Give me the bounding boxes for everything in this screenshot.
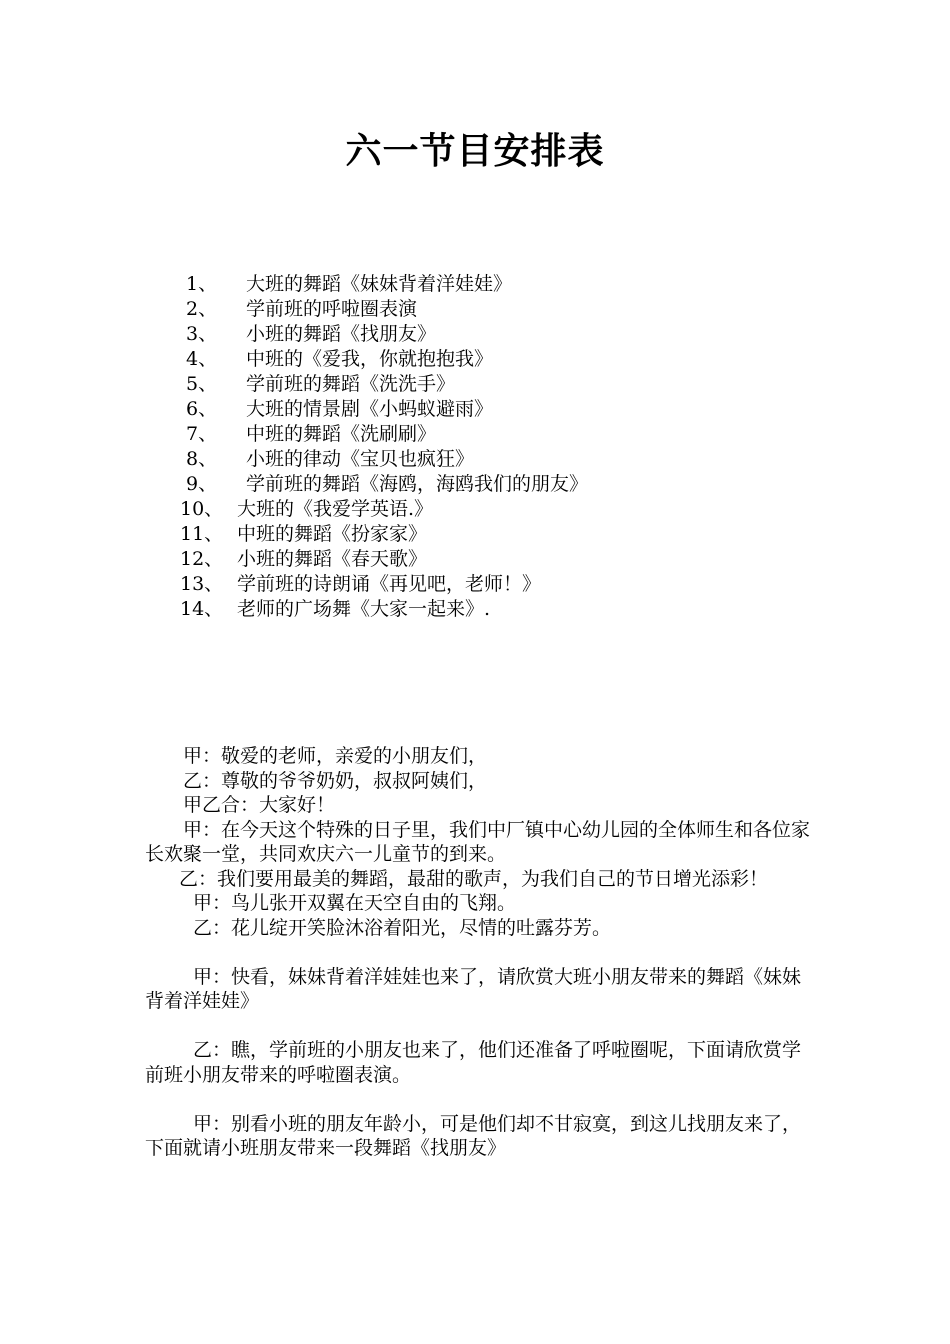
program-item — [0, 272, 950, 297]
program-number: 6、 — [186, 398, 218, 420]
script-line: 甲：在今天这个特殊的日子里，我们中厂镇中心幼儿园的全体师生和各位家长欢聚一堂，共同欢庆六一儿童节的到来。 — [145, 818, 811, 865]
program-item — [0, 372, 950, 397]
program-text: 学前班的呼啦圈表演 — [246, 298, 418, 320]
program-number: 2、 — [186, 298, 218, 320]
script-line: 乙：我们要用最美的舞蹈，最甜的歌声，为我们自己的节日增光添彩！ — [179, 867, 769, 890]
program-item — [0, 597, 950, 622]
program-item — [0, 522, 950, 547]
program-text: 大班的舞蹈《妹妹背着洋娃娃》 — [246, 273, 513, 295]
program-number: 3、 — [186, 323, 218, 345]
program-item — [0, 347, 950, 372]
paragraph-gap — [145, 1087, 810, 1112]
program-item — [0, 322, 950, 347]
program-item — [0, 497, 950, 522]
program-number: 5、 — [186, 373, 218, 395]
program-number: 4、 — [186, 348, 218, 370]
program-text: 小班的舞蹈《春天歌》 — [237, 548, 428, 570]
program-item — [0, 547, 950, 572]
script-line: 甲乙合：大家好！ — [183, 794, 336, 816]
script-line: 甲：鸟儿张开双翼在天空自由的飞翔。 — [193, 892, 517, 914]
program-text: 小班的律动《宝贝也疯狂》 — [246, 448, 475, 470]
paragraph-gap — [145, 940, 810, 965]
script-line: 乙：瞧，学前班的小朋友也来了，他们还准备了呼啦圈呢，下面请欣赏学前班小朋友带来的呼啦圈表演。 — [145, 1039, 802, 1086]
program-text: 学前班的舞蹈《海鸥，海鸥我们的朋友》 — [246, 473, 589, 495]
program-item — [0, 422, 950, 447]
program-text: 中班的舞蹈《洗刷刷》 — [246, 423, 437, 445]
program-number: 13、 — [180, 573, 224, 595]
program-item — [0, 397, 950, 422]
program-item — [0, 472, 950, 497]
program-number: 9、 — [186, 473, 218, 495]
program-number: 11、 — [180, 523, 224, 545]
program-number: 8、 — [186, 448, 218, 470]
script-line: 乙：花儿绽开笑脸沐浴着阳光，尽情的吐露芬芳。 — [193, 916, 612, 939]
program-item — [0, 447, 950, 472]
script-line: 乙：尊敬的爷爷奶奶，叔叔阿姨们， — [183, 769, 488, 792]
program-number: 1、 — [186, 273, 218, 295]
script-line: 甲：敬爱的老师，亲爱的小朋友们， — [183, 745, 488, 767]
document-title: 六一节目安排表 — [345, 130, 605, 172]
program-item — [0, 572, 950, 597]
host-script — [145, 744, 810, 1161]
program-item — [0, 297, 950, 322]
program-text: 学前班的舞蹈《洗洗手》 — [246, 373, 456, 395]
program-number: 7、 — [186, 423, 218, 445]
program-text: 老师的广场舞《大家一起来》. — [237, 598, 491, 620]
script-line: 甲：快看，妹妹背着洋娃娃也来了，请欣赏大班小朋友带来的舞蹈《妹妹背着洋娃娃》 — [145, 965, 802, 1012]
program-text: 小班的舞蹈《找朋友》 — [246, 323, 437, 345]
program-text: 大班的《我爱学英语.》 — [237, 498, 434, 520]
program-text: 中班的《爱我，你就抱抱我》 — [246, 348, 494, 370]
program-number: 14、 — [180, 598, 224, 620]
program-number: 12、 — [180, 548, 224, 570]
program-text: 大班的情景剧《小蚂蚁避雨》 — [246, 398, 494, 420]
program-number: 10、 — [180, 498, 224, 520]
program-text: 学前班的诗朗诵《再见吧，老师！》 — [237, 573, 542, 595]
script-line: 甲：别看小班的朋友年龄小，可是他们却不甘寂寞，到这儿找朋友来了，下面就请小班朋友带来一段舞蹈《找朋友》 — [145, 1112, 802, 1159]
program-text: 中班的舞蹈《扮家家》 — [237, 523, 428, 545]
program-list — [0, 272, 950, 622]
paragraph-gap — [145, 1014, 810, 1039]
